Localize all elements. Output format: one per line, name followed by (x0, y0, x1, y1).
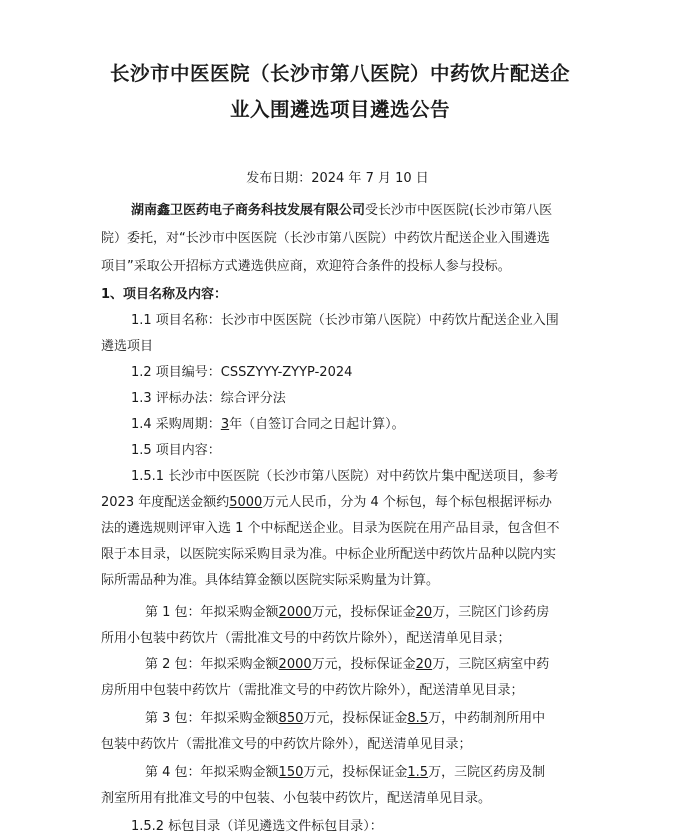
package-2-amount: 2000 (278, 657, 312, 672)
package-3-suffix: 万，中药制剂所用中 (428, 711, 546, 726)
section-heading-project: 1、项目名称及内容： (101, 287, 228, 302)
package-4-line-2: 剂室所用有批准文号的中包装、小包装中药饮片，配送清单见目录。 (101, 791, 492, 806)
package-2-suffix: 万，三院区病室中药 (432, 657, 550, 672)
package-3-label: 第 3 包：年拟采购金额 (145, 711, 279, 726)
total-amount: 5000 (229, 495, 263, 510)
package-2-line-1 (145, 652, 594, 678)
package-1-label: 第 1 包：年拟采购金额 (145, 605, 279, 620)
package-3-amount: 850 (278, 711, 304, 726)
package-1-amount: 2000 (278, 605, 312, 620)
document-title (95, 56, 585, 128)
package-3-line-2: 包装中药饮片（需批准文号的中药饮片除外），配送清单见目录； (101, 737, 472, 752)
amount-suffix: 万元人民币，分为 4 个标包，每个标包根据评标办 (262, 495, 552, 510)
item-package-catalog: 1.5.2 标包目录（详见遴选文件标包目录）： (131, 819, 383, 834)
package-2-deposit: 20 (415, 657, 433, 672)
package-4-mid: 万元，投标保证金 (303, 765, 408, 780)
item-1-5-1-line-3: 法的遴选规则评审入选 1 个中标配送企业。目录为医院在用产品目录，包含但不 (101, 521, 560, 536)
package-1-mid: 万元，投标保证金 (311, 605, 416, 620)
package-2-label: 第 2 包：年拟采购金额 (145, 657, 279, 672)
package-1-line-2: 所用小包装中药饮片（需批准文号的中药饮片除外），配送清单见目录； (101, 631, 511, 646)
amount-prefix: 2023 年度配送金额约 (101, 495, 230, 510)
title-line-2: 业入围遴选项目遴选公告 (229, 98, 450, 121)
item-project-content: 1.5 项目内容： (131, 443, 221, 458)
package-1-suffix: 万，三院区门诊药房 (432, 605, 550, 620)
intro-line-3: 项目”采取公开招标方式遴选供应商，欢迎符合条件的投标人参与投标。 (101, 259, 511, 274)
item-1-5-1-line-5: 际所需品种为准。具体结算金额以医院实际采购量为计算。 (101, 573, 440, 588)
package-1-deposit: 20 (415, 605, 433, 620)
period-suffix: 年（自签订合同之日起计算）。 (229, 417, 405, 432)
package-4-amount: 150 (278, 765, 304, 780)
package-3-line-1 (145, 706, 594, 732)
package-3-deposit: 8.5 (407, 711, 429, 726)
intro-text: 受长沙市中医医院(长沙市第八医 (365, 203, 553, 218)
package-4-line-1 (145, 760, 594, 786)
item-1-1-line-1: 1.1 项目名称：长沙市中医医院（长沙市第八医院）中药饮片配送企业入围 (131, 313, 559, 328)
item-project-number: 1.2 项目编号：CSSZYYY-ZYYP-2024 (131, 365, 353, 380)
item-1-5-1-line-4: 限于本目录，以医院实际采购目录为准。中标企业所配送中药饮片品种以院内实 (101, 547, 557, 562)
title-line-1: 长沙市中医医院（长沙市第八医院）中药饮片配送企 (109, 62, 570, 85)
item-1-5-1-line-2 (101, 490, 594, 516)
package-4-deposit: 1.5 (407, 765, 429, 780)
package-1-line-1 (145, 600, 594, 626)
period-label: 1.4 采购周期： (131, 417, 221, 432)
package-3-mid: 万元，投标保证金 (303, 711, 408, 726)
item-1-5-1-line-1: 1.5.1 长沙市中医医院（长沙市第八医院）对中药饮片集中配送项目，参考 (131, 469, 559, 484)
package-2-line-2: 房所用中包装中药饮片（需批准文号的中药饮片除外），配送清单见目录； (101, 683, 524, 698)
package-2-mid: 万元，投标保证金 (311, 657, 416, 672)
item-1-1-line-2: 遴选项目 (101, 339, 154, 354)
item-procurement-period (131, 412, 594, 438)
period-value: 3 (220, 417, 230, 432)
package-4-suffix: 万，三院区药房及制 (428, 765, 546, 780)
intro-line-1 (131, 198, 594, 224)
publish-date: 发布日期：2024 年 7 月 10 日 (246, 171, 429, 186)
intro-line-2: 院）委托，对“长沙市中医医院（长沙市第八医院）中药饮片配送企业入围遴选 (101, 231, 550, 246)
agency-name: 湖南鑫卫医药电子商务科技发展有限公司 (131, 203, 366, 218)
package-4-label: 第 4 包：年拟采购金额 (145, 765, 279, 780)
item-evaluation-method: 1.3 评标办法：综合评分法 (131, 391, 286, 406)
